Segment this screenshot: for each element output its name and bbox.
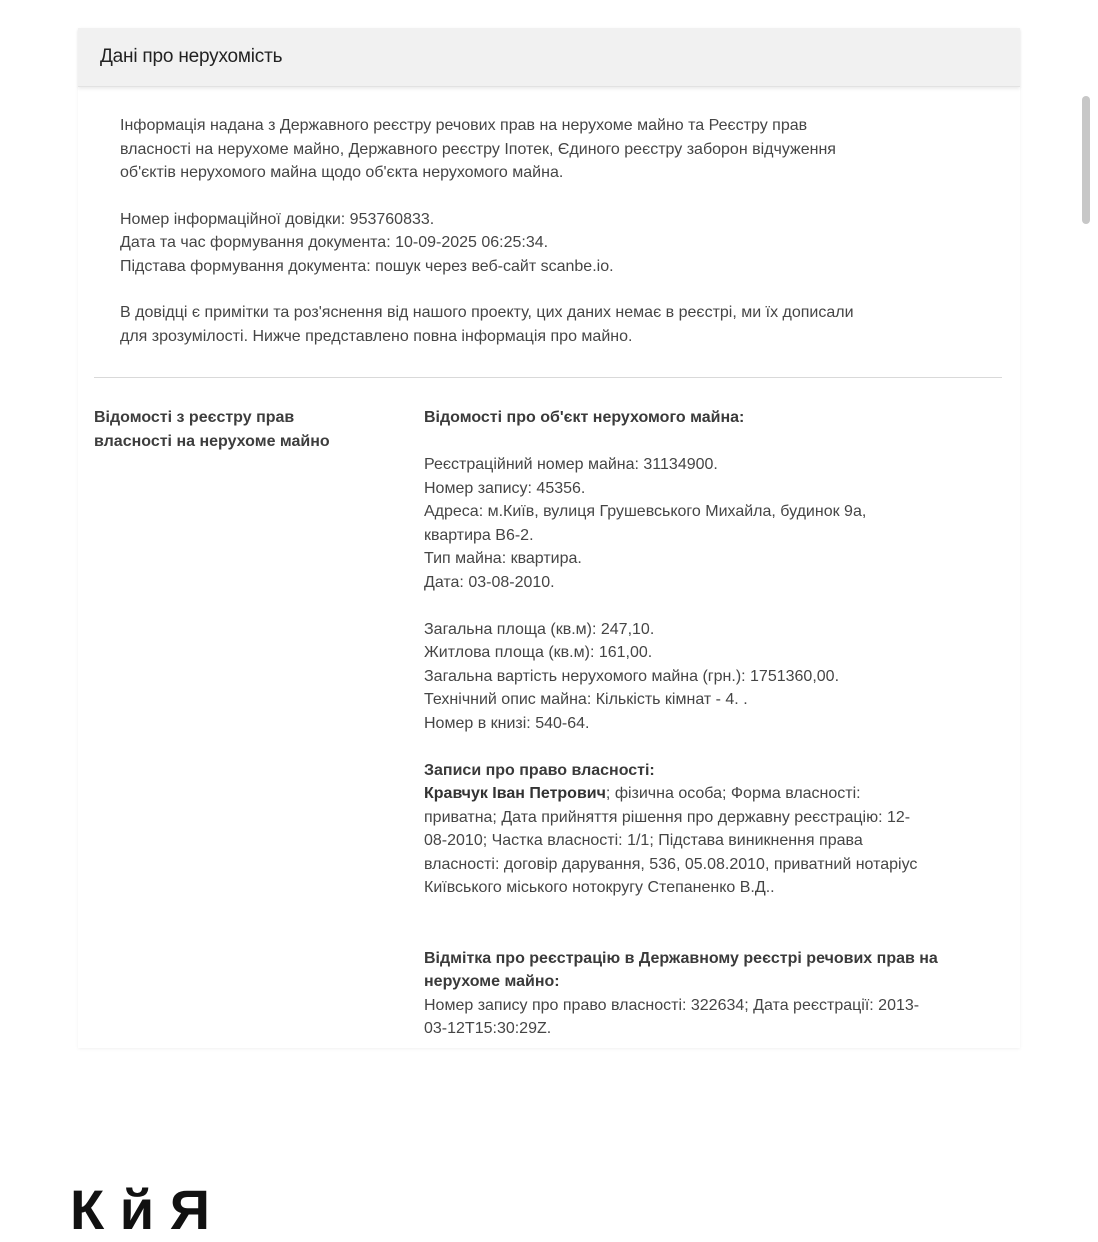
spacer xyxy=(424,923,1004,947)
intro-text-line: В довідці є примітки та роз'яснення від нашого проекту, цих даних немає в реєстрі, ми їх дописали xyxy=(120,304,854,321)
registration-line: Номер запису про право власності: 322634; Дата реєстрації: 2013- xyxy=(424,996,920,1014)
section-divider xyxy=(94,377,1002,378)
intro-section xyxy=(120,114,970,371)
owner-name: Кравчук Іван Петрович xyxy=(424,785,606,802)
total-area: Загальна площа (кв.м): 247,10. xyxy=(424,620,655,638)
intro-text-line: для зрозумілості. Нижче представлено повна інформація про майно. xyxy=(120,327,633,345)
intro-paragraph-document-info xyxy=(120,208,970,279)
registration-number: Реєстраційний номер майна: 31134900. xyxy=(424,456,718,473)
ownership-block xyxy=(424,759,1004,900)
intro-paragraph-source xyxy=(120,114,970,185)
registry-section-label xyxy=(94,406,384,453)
registry-section-content xyxy=(424,406,1004,1064)
ownership-line: Київського міського нотокругу Степаненко В.Д.. xyxy=(424,879,775,896)
registry-label-line: Відомості з реєстру прав xyxy=(94,409,295,426)
ownership-line: приватна; Дата прийняття рішення про державну реєстрацію: 12- xyxy=(424,808,911,826)
ownership-line: 08-2010; Частка власності: 1/1; Підстава виникнення права xyxy=(424,832,863,849)
property-details-block xyxy=(424,453,1004,594)
address-line: квартира В6-2. xyxy=(424,526,534,544)
registration-heading: нерухоме майно: xyxy=(424,973,560,990)
book-number: Номер в книзі: 540-64. xyxy=(424,714,590,732)
property-heading: Відомості про об'єкт нерухомого майна: xyxy=(424,409,745,426)
intro-paragraph-notes xyxy=(120,301,970,348)
ownership-line xyxy=(424,782,1004,806)
cropped-headline: К й Я xyxy=(70,1178,210,1241)
property-info-card xyxy=(78,28,1020,1048)
living-area: Житлова площа (кв.м): 161,00. xyxy=(424,644,653,661)
scrollbar-thumb[interactable] xyxy=(1082,96,1090,224)
ownership-heading: Записи про право власності: xyxy=(424,761,655,779)
intro-text-line: власності на нерухоме майно, Державного реєстру Іпотек, Єдиного реєстру заборон відчуження xyxy=(120,140,836,158)
property-object-block xyxy=(424,406,1004,430)
technical-description: Технічний опис майна: Кількість кімнат - 4. . xyxy=(424,691,748,708)
total-value: Загальна вартість нерухомого майна (грн.): 1751360,00. xyxy=(424,667,840,685)
property-type: Тип майна: квартира. xyxy=(424,550,582,567)
registry-label-line: власності на нерухоме майно xyxy=(94,432,330,450)
document-datetime: Дата та час формування документа: 10-09-2025 06:25:34. xyxy=(120,234,549,251)
property-areas-block xyxy=(424,618,1004,736)
ownership-line: власності: договір дарування, 536, 05.08.2010, приватний нотаріус xyxy=(424,855,918,873)
registration-block xyxy=(424,947,1004,1041)
document-basis: Підстава формування документа: пошук через веб-сайт scanbe.io. xyxy=(120,257,614,275)
record-number: Номер запису: 45356. xyxy=(424,479,586,497)
intro-text-line: об'єктів нерухомого майна щодо об'єкта нерухомого майна. xyxy=(120,164,564,181)
ownership-line-rest: ; фізична особа; Форма власності: xyxy=(605,785,861,802)
card-header xyxy=(78,28,1020,87)
property-date: Дата: 03-08-2010. xyxy=(424,573,555,591)
reference-number: Номер інформаційної довідки: 953760833. xyxy=(120,210,435,228)
registration-heading: Відмітка про реєстрацію в Державному реєстрі речових прав на xyxy=(424,949,938,967)
intro-text-line: Інформація надана з Державного реєстру речових прав на нерухоме майно та Реєстру прав xyxy=(120,117,808,134)
registration-line: 03-12T15:30:29Z. xyxy=(424,1020,552,1037)
card-title: Дані про нерухомість xyxy=(100,46,283,67)
address-line: Адреса: м.Київ, вулиця Грушевського Михайла, будинок 9а, xyxy=(424,503,867,520)
